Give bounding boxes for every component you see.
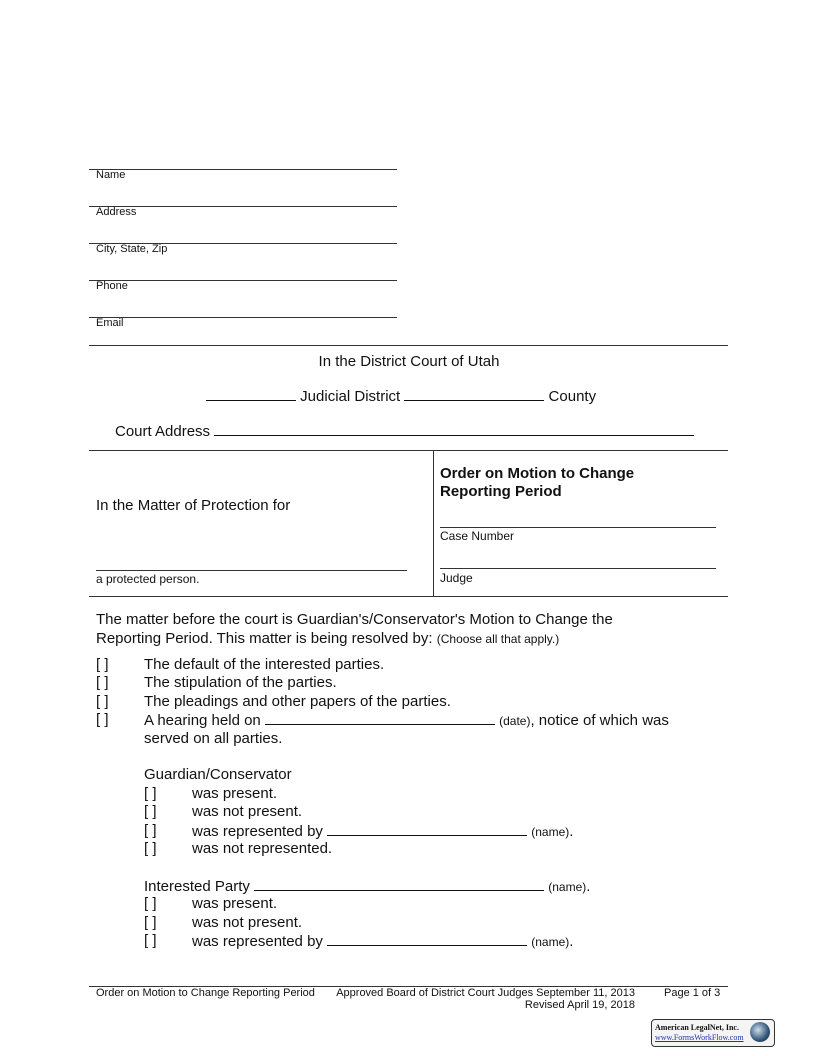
guardian-present: was present. bbox=[192, 785, 278, 802]
court-address-label: Court Address bbox=[115, 423, 211, 440]
checkbox-hearing[interactable]: [ ] bbox=[96, 711, 109, 728]
represented-label: was represented by bbox=[192, 933, 323, 950]
guardian-not-present: was not present. bbox=[192, 803, 303, 820]
address-label: Address bbox=[96, 206, 137, 218]
guardian-rep-name-blank[interactable] bbox=[327, 822, 527, 836]
doc-title-2: Reporting Period bbox=[440, 483, 562, 500]
footer-title: Order on Motion to Change Reporting Period bbox=[96, 987, 315, 999]
date-note: (date) bbox=[499, 714, 531, 728]
divider bbox=[89, 345, 728, 346]
court-address-row bbox=[115, 422, 694, 440]
party-heading-row: Interested Party (name). bbox=[144, 878, 591, 895]
city-label: City, State, Zip bbox=[96, 243, 168, 255]
party-heading: Interested Party bbox=[144, 878, 250, 895]
phone-line[interactable] bbox=[89, 280, 397, 281]
americanlegalnet-logo[interactable] bbox=[651, 1019, 775, 1047]
guardian-checkbox-not-represented[interactable]: [ ] bbox=[144, 840, 157, 857]
page-number: Page 1 of 3 bbox=[664, 987, 721, 999]
option-default: The default of the interested parties. bbox=[144, 656, 385, 673]
name-line[interactable] bbox=[89, 169, 397, 170]
case-number-line[interactable] bbox=[440, 527, 716, 528]
email-line[interactable] bbox=[89, 317, 397, 318]
party-not-present: was not present. bbox=[192, 914, 303, 931]
logo-line-1: American LegalNet, Inc. bbox=[655, 1023, 739, 1032]
party-checkbox-present[interactable]: [ ] bbox=[144, 895, 157, 912]
case-number-label: Case Number bbox=[440, 529, 515, 543]
party-present: was present. bbox=[192, 895, 278, 912]
party-rep-name-blank[interactable] bbox=[327, 932, 527, 946]
name-note: (name) bbox=[531, 825, 570, 839]
caption-top-line bbox=[89, 450, 728, 451]
county-blank[interactable] bbox=[404, 387, 544, 401]
court-address-blank[interactable] bbox=[214, 422, 694, 436]
guardian-checkbox-represented[interactable]: [ ] bbox=[144, 822, 157, 839]
footer-approved: Approved Board of District Court Judges September 11, 2013 bbox=[336, 987, 635, 999]
guardian-represented: was represented by (name). bbox=[192, 823, 574, 840]
guardian-heading: Guardian/Conservator bbox=[144, 766, 292, 783]
judge-line[interactable] bbox=[440, 568, 716, 569]
name-note: (name) bbox=[531, 935, 570, 949]
judge-label: Judge bbox=[440, 571, 473, 585]
checkbox-pleadings[interactable]: [ ] bbox=[96, 693, 109, 710]
court-title: In the District Court of Utah bbox=[318, 353, 500, 370]
phone-label: Phone bbox=[96, 280, 128, 292]
name-note: (name) bbox=[548, 880, 587, 894]
intro-line-1: The matter before the court is Guardian's/Conservator's Motion to Change the bbox=[96, 611, 613, 628]
protected-person-line[interactable] bbox=[96, 570, 407, 571]
caption-divider bbox=[433, 450, 434, 596]
hearing-tail: , notice of which was bbox=[530, 712, 669, 729]
party-name-blank[interactable] bbox=[254, 877, 544, 891]
guardian-not-represented: was not represented. bbox=[192, 840, 333, 857]
checkbox-stipulation[interactable]: [ ] bbox=[96, 674, 109, 691]
caption-bottom-line bbox=[89, 596, 728, 597]
hearing-label: A hearing held on bbox=[144, 712, 261, 729]
checkbox-default[interactable]: [ ] bbox=[96, 656, 109, 673]
district-blank[interactable] bbox=[206, 387, 296, 401]
choose-note: (Choose all that apply.) bbox=[436, 632, 560, 646]
guardian-checkbox-present[interactable]: [ ] bbox=[144, 785, 157, 802]
hearing-date-blank[interactable] bbox=[265, 711, 495, 725]
represented-label: was represented by bbox=[192, 823, 323, 840]
matter-label: In the Matter of Protection for bbox=[96, 497, 291, 514]
email-label: Email bbox=[96, 317, 124, 329]
option-pleadings: The pleadings and other papers of the parties. bbox=[144, 693, 451, 710]
county-label: County bbox=[548, 388, 597, 405]
name-label: Name bbox=[96, 169, 126, 181]
intro-line-2 bbox=[96, 630, 559, 647]
party-checkbox-not-present[interactable]: [ ] bbox=[144, 914, 157, 931]
judicial-district-label: Judicial District bbox=[300, 388, 401, 405]
footer-revised: Revised April 19, 2018 bbox=[524, 999, 635, 1011]
guardian-checkbox-not-present[interactable]: [ ] bbox=[144, 803, 157, 820]
doc-title-1: Order on Motion to Change bbox=[440, 465, 635, 482]
party-checkbox-represented[interactable]: [ ] bbox=[144, 932, 157, 949]
hearing-line-2: served on all parties. bbox=[144, 730, 283, 747]
option-stipulation: The stipulation of the parties. bbox=[144, 674, 337, 691]
logo-line-2[interactable]: www.FormsWorkFlow.com bbox=[655, 1033, 744, 1042]
intro-text: Reporting Period. This matter is being resolved by: bbox=[96, 630, 437, 647]
globe-icon bbox=[750, 1022, 770, 1042]
protected-person-label: a protected person. bbox=[96, 572, 200, 586]
option-hearing bbox=[144, 711, 669, 729]
party-represented: was represented by (name). bbox=[192, 933, 574, 950]
district-county-row bbox=[206, 387, 596, 405]
